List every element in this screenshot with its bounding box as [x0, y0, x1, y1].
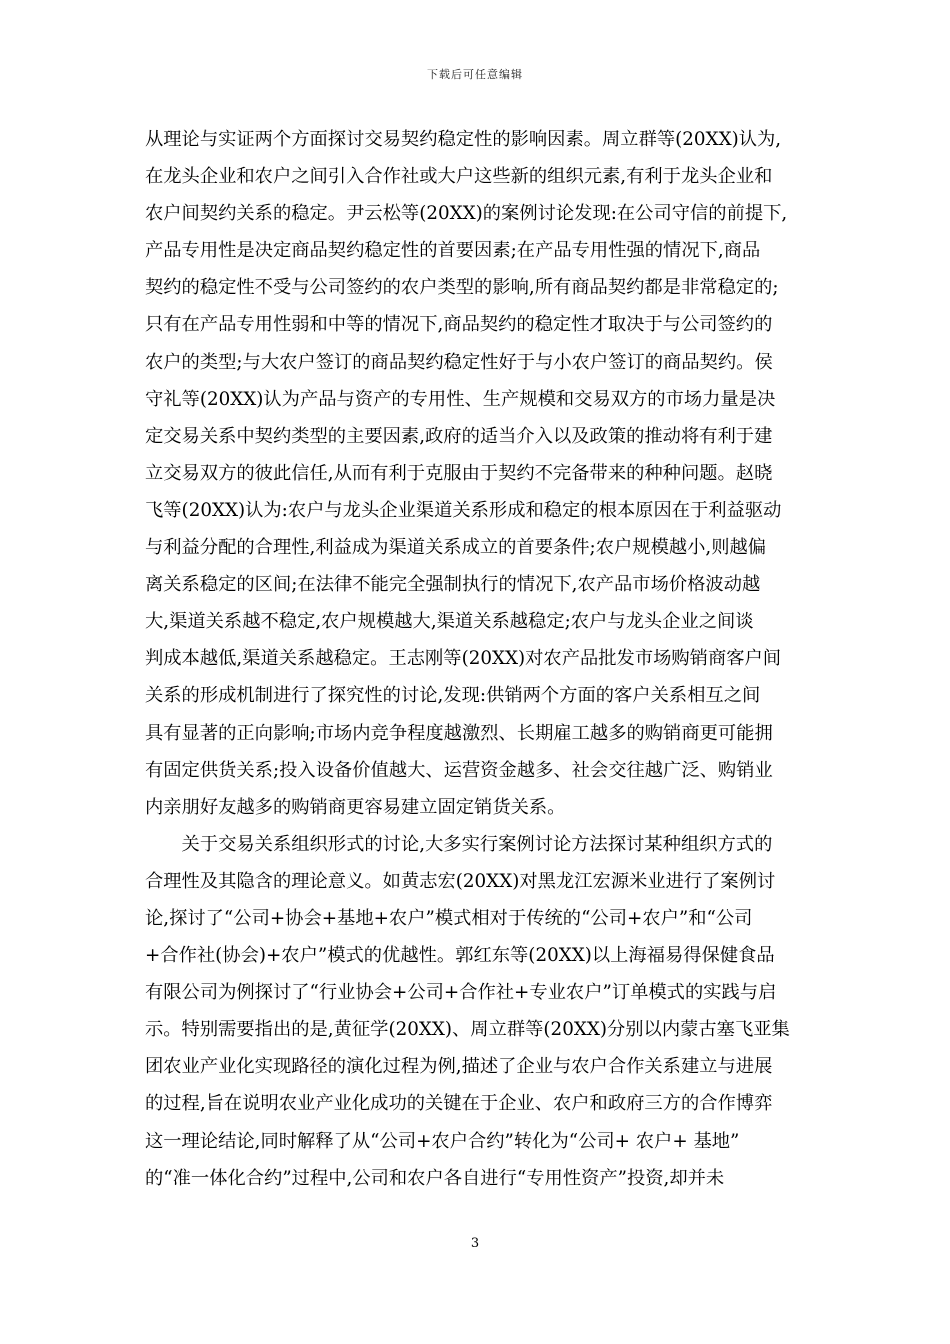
text-line: 契约的稳定性不受与公司签约的农户类型的影响,所有商品契约都是非常稳定的;: [145, 277, 779, 299]
text-line: 这一理论结论,同时解释了从“公司+农户合约”转化为“公司+ 农户+ 基地”: [145, 1130, 740, 1152]
text-line: 的“准一体化合约”过程中,公司和农户各自进行“专用性资产”投资,却并未: [145, 1167, 725, 1189]
text-line: 农户的类型;与大农户签订的商品契约稳定性好于与小农户签订的商品契约。侯: [145, 351, 773, 373]
text-line: 农户间契约关系的稳定。尹云松等(20XX)的案例讨论发现:在公司守信的前提下,: [145, 203, 788, 225]
text-line: 飞等(20XX)认为:农户与龙头企业渠道关系形成和稳定的根本原因在于利益驱动: [145, 499, 782, 521]
text-line: 离关系稳定的区间;在法律不能完全强制执行的情况下,农产品市场价格波动越: [145, 574, 761, 596]
text-line: 合理性及其隐含的理论意义。如黄志宏(20XX)对黑龙江宏源米业进行了案例讨: [145, 870, 776, 892]
text-line: 内亲朋好友越多的购销商更容易建立固定销货关系。: [145, 796, 566, 818]
text-line: 团农业产业化实现路径的演化过程为例,描述了企业与农户合作关系建立与进展: [145, 1056, 773, 1078]
text-line: 在龙头企业和农户之间引入合作社或大户这些新的组织元素,有利于龙头企业和: [145, 166, 773, 188]
text-line: 只有在产品专用性弱和中等的情况下,商品契约的稳定性才取决于与公司签约的: [145, 314, 773, 336]
text-line: +合作社(协会)+农户”模式的优越性。郭红东等(20XX)以上海福易得保健食品: [145, 945, 775, 967]
text-line: 与利益分配的合理性,利益成为渠道关系成立的首要条件;农户规模越小,则越偏: [145, 537, 767, 559]
text-line: 有限公司为例探讨了“行业协会+公司+合作社+专业农户”订单模式的实践与启: [145, 982, 777, 1004]
text-line: 守礼等(20XX)认为产品与资产的专用性、生产规模和交易双方的市场力量是决: [145, 388, 776, 410]
text-line: 示。特别需要指出的是,黄征学(20XX)、周立群等(20XX)分别以内蒙古塞飞亚集: [145, 1019, 790, 1041]
text-line: 的过程,旨在说明农业产业化成功的关键在于企业、农户和政府三方的合作博弈: [145, 1093, 773, 1115]
text-line: 具有显著的正向影响;市场内竞争程度越激烈、长期雇工越多的购销商更可能拥: [145, 722, 773, 744]
text-line: 产品专用性是决定商品契约稳定性的首要因素;在产品专用性强的情况下,商品: [145, 240, 761, 262]
page-header: 下载后可任意编辑: [427, 68, 523, 81]
text-line: 大,渠道关系越不稳定,农户规模越大,渠道关系越稳定;农户与龙头企业之间谈: [145, 611, 754, 633]
text-line: 关于交易关系组织形式的讨论,大多实行案例讨论方法探讨某种组织方式的: [145, 833, 773, 855]
text-line: 关系的形成机制进行了探究性的讨论,发现:供销两个方面的客户关系相互之间: [145, 685, 761, 707]
text-line: 有固定供货关系;投入设备价值越大、运营资金越多、社会交往越广泛、购销业: [145, 759, 773, 781]
text-line: 从理论与实证两个方面探讨交易契约稳定性的影响因素。周立群等(20XX)认为,: [145, 129, 782, 150]
document-body: [145, 121, 811, 1197]
page-number: 3: [470, 1236, 480, 1251]
text-line: 立交易双方的彼此信任,从而有利于克服由于契约不完备带来的种种问题。赵晓: [145, 462, 773, 484]
text-line: 论,探讨了“公司+协会+基地+农户”模式相对于传统的“公司+农户”和“公司: [145, 907, 753, 929]
text-line: 判成本越低,渠道关系越稳定。王志刚等(20XX)对农产品批发市场购销商客户间: [145, 648, 782, 670]
text-line: 定交易关系中契约类型的主要因素,政府的适当介入以及政策的推动将有利于建: [145, 425, 773, 447]
